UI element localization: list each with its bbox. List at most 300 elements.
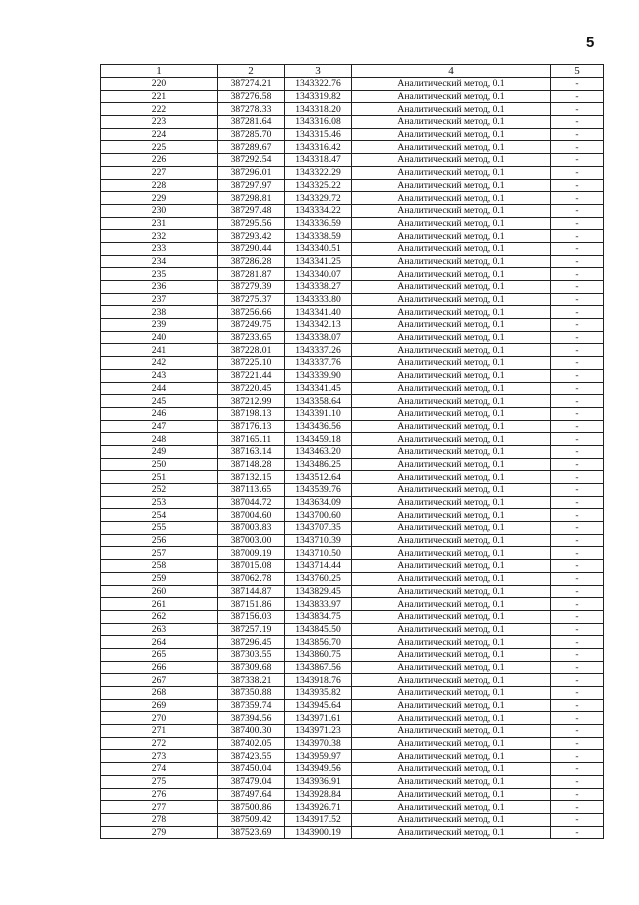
y-coordinate-cell: 1343829.45 bbox=[285, 585, 352, 598]
x-coordinate-cell: 387176.13 bbox=[218, 420, 285, 433]
note-cell: - bbox=[551, 255, 604, 268]
note-cell: - bbox=[551, 204, 604, 217]
table-row bbox=[101, 242, 604, 255]
x-coordinate-cell: 387233.65 bbox=[218, 331, 285, 344]
x-coordinate-cell: 387156.03 bbox=[218, 610, 285, 623]
note-cell: - bbox=[551, 128, 604, 141]
method-cell: Аналитический метод, 0.1 bbox=[352, 306, 551, 319]
point-number-cell: 255 bbox=[101, 522, 218, 535]
note-cell: - bbox=[551, 407, 604, 420]
point-number-cell: 246 bbox=[101, 407, 218, 420]
method-cell: Аналитический метод, 0.1 bbox=[352, 648, 551, 661]
method-cell: Аналитический метод, 0.1 bbox=[352, 293, 551, 306]
table-row bbox=[101, 699, 604, 712]
y-coordinate-cell: 1343338.27 bbox=[285, 281, 352, 294]
y-coordinate-cell: 1343539.76 bbox=[285, 484, 352, 497]
point-number-cell: 248 bbox=[101, 433, 218, 446]
y-coordinate-cell: 1343945.64 bbox=[285, 699, 352, 712]
point-number-cell: 276 bbox=[101, 788, 218, 801]
method-cell: Аналитический метод, 0.1 bbox=[352, 90, 551, 103]
note-cell: - bbox=[551, 103, 604, 116]
y-coordinate-cell: 1343935.82 bbox=[285, 687, 352, 700]
note-cell: - bbox=[551, 357, 604, 370]
header-cell-2: 2 bbox=[218, 65, 285, 78]
method-cell: Аналитический метод, 0.1 bbox=[352, 204, 551, 217]
note-cell: - bbox=[551, 623, 604, 636]
x-coordinate-cell: 387450.04 bbox=[218, 763, 285, 776]
note-cell: - bbox=[551, 458, 604, 471]
x-coordinate-cell: 387163.14 bbox=[218, 445, 285, 458]
y-coordinate-cell: 1343867.56 bbox=[285, 661, 352, 674]
y-coordinate-cell: 1343339.90 bbox=[285, 369, 352, 382]
point-number-cell: 241 bbox=[101, 344, 218, 357]
method-cell: Аналитический метод, 0.1 bbox=[352, 610, 551, 623]
note-cell: - bbox=[551, 116, 604, 129]
point-number-cell: 271 bbox=[101, 725, 218, 738]
x-coordinate-cell: 387279.39 bbox=[218, 281, 285, 294]
note-cell: - bbox=[551, 801, 604, 814]
point-number-cell: 254 bbox=[101, 509, 218, 522]
method-cell: Аналитический метод, 0.1 bbox=[352, 750, 551, 763]
x-coordinate-cell: 387295.56 bbox=[218, 217, 285, 230]
table-row bbox=[101, 725, 604, 738]
note-cell: - bbox=[551, 281, 604, 294]
method-cell: Аналитический метод, 0.1 bbox=[352, 801, 551, 814]
point-number-cell: 227 bbox=[101, 166, 218, 179]
note-cell: - bbox=[551, 610, 604, 623]
point-number-cell: 274 bbox=[101, 763, 218, 776]
table-row bbox=[101, 78, 604, 91]
method-cell: Аналитический метод, 0.1 bbox=[352, 813, 551, 826]
y-coordinate-cell: 1343318.20 bbox=[285, 103, 352, 116]
point-number-cell: 220 bbox=[101, 78, 218, 91]
y-coordinate-cell: 1343760.25 bbox=[285, 572, 352, 585]
x-coordinate-cell: 387212.99 bbox=[218, 395, 285, 408]
note-cell: - bbox=[551, 813, 604, 826]
method-cell: Аналитический метод, 0.1 bbox=[352, 484, 551, 497]
point-number-cell: 273 bbox=[101, 750, 218, 763]
method-cell: Аналитический метод, 0.1 bbox=[352, 357, 551, 370]
method-cell: Аналитический метод, 0.1 bbox=[352, 230, 551, 243]
x-coordinate-cell: 387256.66 bbox=[218, 306, 285, 319]
y-coordinate-cell: 1343971.61 bbox=[285, 712, 352, 725]
note-cell: - bbox=[551, 496, 604, 509]
method-cell: Аналитический метод, 0.1 bbox=[352, 788, 551, 801]
y-coordinate-cell: 1343334.22 bbox=[285, 204, 352, 217]
method-cell: Аналитический метод, 0.1 bbox=[352, 344, 551, 357]
point-number-cell: 250 bbox=[101, 458, 218, 471]
table-row bbox=[101, 319, 604, 332]
x-coordinate-cell: 387338.21 bbox=[218, 674, 285, 687]
y-coordinate-cell: 1343436.56 bbox=[285, 420, 352, 433]
point-number-cell: 224 bbox=[101, 128, 218, 141]
x-coordinate-cell: 387293.42 bbox=[218, 230, 285, 243]
x-coordinate-cell: 387274.21 bbox=[218, 78, 285, 91]
point-number-cell: 270 bbox=[101, 712, 218, 725]
y-coordinate-cell: 1343340.07 bbox=[285, 268, 352, 281]
x-coordinate-cell: 387285.70 bbox=[218, 128, 285, 141]
point-number-cell: 258 bbox=[101, 560, 218, 573]
x-coordinate-cell: 387198.13 bbox=[218, 407, 285, 420]
point-number-cell: 235 bbox=[101, 268, 218, 281]
method-cell: Аналитический метод, 0.1 bbox=[352, 128, 551, 141]
x-coordinate-cell: 387151.86 bbox=[218, 598, 285, 611]
table-row bbox=[101, 407, 604, 420]
method-cell: Аналитический метод, 0.1 bbox=[352, 420, 551, 433]
note-cell: - bbox=[551, 674, 604, 687]
x-coordinate-cell: 387292.54 bbox=[218, 154, 285, 167]
point-number-cell: 228 bbox=[101, 179, 218, 192]
method-cell: Аналитический метод, 0.1 bbox=[352, 826, 551, 839]
note-cell: - bbox=[551, 788, 604, 801]
y-coordinate-cell: 1343918.76 bbox=[285, 674, 352, 687]
point-number-cell: 251 bbox=[101, 471, 218, 484]
method-cell: Аналитический метод, 0.1 bbox=[352, 458, 551, 471]
y-coordinate-cell: 1343318.47 bbox=[285, 154, 352, 167]
x-coordinate-cell: 387309.68 bbox=[218, 661, 285, 674]
y-coordinate-cell: 1343917.52 bbox=[285, 813, 352, 826]
method-cell: Аналитический метод, 0.1 bbox=[352, 687, 551, 700]
header-cell-4: 4 bbox=[352, 65, 551, 78]
table-row bbox=[101, 610, 604, 623]
y-coordinate-cell: 1343459.18 bbox=[285, 433, 352, 446]
table-row bbox=[101, 813, 604, 826]
table-body bbox=[101, 78, 604, 839]
x-coordinate-cell: 387296.01 bbox=[218, 166, 285, 179]
x-coordinate-cell: 387359.74 bbox=[218, 699, 285, 712]
note-cell: - bbox=[551, 230, 604, 243]
method-cell: Аналитический метод, 0.1 bbox=[352, 585, 551, 598]
x-coordinate-cell: 387423.55 bbox=[218, 750, 285, 763]
x-coordinate-cell: 387289.67 bbox=[218, 141, 285, 154]
table-row bbox=[101, 255, 604, 268]
table-row bbox=[101, 598, 604, 611]
table-row bbox=[101, 471, 604, 484]
method-cell: Аналитический метод, 0.1 bbox=[352, 572, 551, 585]
method-cell: Аналитический метод, 0.1 bbox=[352, 192, 551, 205]
table-row bbox=[101, 737, 604, 750]
x-coordinate-cell: 387276.58 bbox=[218, 90, 285, 103]
y-coordinate-cell: 1343634.09 bbox=[285, 496, 352, 509]
note-cell: - bbox=[551, 484, 604, 497]
x-coordinate-cell: 387400.30 bbox=[218, 725, 285, 738]
y-coordinate-cell: 1343337.76 bbox=[285, 357, 352, 370]
y-coordinate-cell: 1343710.50 bbox=[285, 547, 352, 560]
point-number-cell: 275 bbox=[101, 775, 218, 788]
note-cell: - bbox=[551, 445, 604, 458]
table-row bbox=[101, 763, 604, 776]
point-number-cell: 225 bbox=[101, 141, 218, 154]
y-coordinate-cell: 1343936.91 bbox=[285, 775, 352, 788]
point-number-cell: 261 bbox=[101, 598, 218, 611]
point-number-cell: 277 bbox=[101, 801, 218, 814]
note-cell: - bbox=[551, 547, 604, 560]
point-number-cell: 249 bbox=[101, 445, 218, 458]
x-coordinate-cell: 387303.55 bbox=[218, 648, 285, 661]
table-row bbox=[101, 230, 604, 243]
point-number-cell: 253 bbox=[101, 496, 218, 509]
point-number-cell: 256 bbox=[101, 534, 218, 547]
point-number-cell: 269 bbox=[101, 699, 218, 712]
y-coordinate-cell: 1343856.70 bbox=[285, 636, 352, 649]
y-coordinate-cell: 1343325.22 bbox=[285, 179, 352, 192]
table-row bbox=[101, 420, 604, 433]
table-row bbox=[101, 661, 604, 674]
point-number-cell: 230 bbox=[101, 204, 218, 217]
table-row bbox=[101, 281, 604, 294]
note-cell: - bbox=[551, 661, 604, 674]
table-row bbox=[101, 674, 604, 687]
note-cell: - bbox=[551, 687, 604, 700]
point-number-cell: 226 bbox=[101, 154, 218, 167]
x-coordinate-cell: 387298.81 bbox=[218, 192, 285, 205]
y-coordinate-cell: 1343341.25 bbox=[285, 255, 352, 268]
table-row bbox=[101, 458, 604, 471]
y-coordinate-cell: 1343710.39 bbox=[285, 534, 352, 547]
y-coordinate-cell: 1343971.23 bbox=[285, 725, 352, 738]
point-number-cell: 240 bbox=[101, 331, 218, 344]
method-cell: Аналитический метод, 0.1 bbox=[352, 496, 551, 509]
table-row bbox=[101, 344, 604, 357]
note-cell: - bbox=[551, 509, 604, 522]
note-cell: - bbox=[551, 636, 604, 649]
y-coordinate-cell: 1343341.45 bbox=[285, 382, 352, 395]
y-coordinate-cell: 1343391.10 bbox=[285, 407, 352, 420]
table-row bbox=[101, 331, 604, 344]
x-coordinate-cell: 387165.11 bbox=[218, 433, 285, 446]
x-coordinate-cell: 387500.86 bbox=[218, 801, 285, 814]
point-number-cell: 239 bbox=[101, 319, 218, 332]
point-number-cell: 238 bbox=[101, 306, 218, 319]
x-coordinate-cell: 387497.64 bbox=[218, 788, 285, 801]
point-number-cell: 236 bbox=[101, 281, 218, 294]
y-coordinate-cell: 1343928.84 bbox=[285, 788, 352, 801]
note-cell: - bbox=[551, 775, 604, 788]
table-row bbox=[101, 116, 604, 129]
y-coordinate-cell: 1343834.75 bbox=[285, 610, 352, 623]
note-cell: - bbox=[551, 179, 604, 192]
note-cell: - bbox=[551, 192, 604, 205]
point-number-cell: 231 bbox=[101, 217, 218, 230]
method-cell: Аналитический метод, 0.1 bbox=[352, 382, 551, 395]
method-cell: Аналитический метод, 0.1 bbox=[352, 103, 551, 116]
y-coordinate-cell: 1343337.26 bbox=[285, 344, 352, 357]
x-coordinate-cell: 387281.87 bbox=[218, 268, 285, 281]
method-cell: Аналитический метод, 0.1 bbox=[352, 674, 551, 687]
header-cell-1: 1 bbox=[101, 65, 218, 78]
y-coordinate-cell: 1343970.38 bbox=[285, 737, 352, 750]
x-coordinate-cell: 387113.65 bbox=[218, 484, 285, 497]
y-coordinate-cell: 1343316.08 bbox=[285, 116, 352, 129]
table-row bbox=[101, 204, 604, 217]
method-cell: Аналитический метод, 0.1 bbox=[352, 319, 551, 332]
note-cell: - bbox=[551, 522, 604, 535]
y-coordinate-cell: 1343333.80 bbox=[285, 293, 352, 306]
y-coordinate-cell: 1343959.97 bbox=[285, 750, 352, 763]
method-cell: Аналитический метод, 0.1 bbox=[352, 369, 551, 382]
method-cell: Аналитический метод, 0.1 bbox=[352, 737, 551, 750]
point-number-cell: 237 bbox=[101, 293, 218, 306]
point-number-cell: 222 bbox=[101, 103, 218, 116]
y-coordinate-cell: 1343319.82 bbox=[285, 90, 352, 103]
point-number-cell: 244 bbox=[101, 382, 218, 395]
point-number-cell: 267 bbox=[101, 674, 218, 687]
note-cell: - bbox=[551, 344, 604, 357]
table-row bbox=[101, 268, 604, 281]
method-cell: Аналитический метод, 0.1 bbox=[352, 623, 551, 636]
table-row bbox=[101, 217, 604, 230]
note-cell: - bbox=[551, 598, 604, 611]
x-coordinate-cell: 387044.72 bbox=[218, 496, 285, 509]
note-cell: - bbox=[551, 699, 604, 712]
table-row bbox=[101, 141, 604, 154]
note-cell: - bbox=[551, 369, 604, 382]
table-row bbox=[101, 179, 604, 192]
point-number-cell: 242 bbox=[101, 357, 218, 370]
table-row bbox=[101, 522, 604, 535]
point-number-cell: 260 bbox=[101, 585, 218, 598]
note-cell: - bbox=[551, 166, 604, 179]
y-coordinate-cell: 1343336.59 bbox=[285, 217, 352, 230]
table-row bbox=[101, 509, 604, 522]
note-cell: - bbox=[551, 395, 604, 408]
y-coordinate-cell: 1343900.19 bbox=[285, 826, 352, 839]
point-number-cell: 252 bbox=[101, 484, 218, 497]
note-cell: - bbox=[551, 420, 604, 433]
table-row bbox=[101, 154, 604, 167]
y-coordinate-cell: 1343322.76 bbox=[285, 78, 352, 91]
x-coordinate-cell: 387257.19 bbox=[218, 623, 285, 636]
y-coordinate-cell: 1343340.51 bbox=[285, 242, 352, 255]
header-cell-5: 5 bbox=[551, 65, 604, 78]
x-coordinate-cell: 387148.28 bbox=[218, 458, 285, 471]
point-number-cell: 259 bbox=[101, 572, 218, 585]
table-row bbox=[101, 90, 604, 103]
method-cell: Аналитический метод, 0.1 bbox=[352, 522, 551, 535]
method-cell: Аналитический метод, 0.1 bbox=[352, 116, 551, 129]
point-number-cell: 272 bbox=[101, 737, 218, 750]
note-cell: - bbox=[551, 268, 604, 281]
y-coordinate-cell: 1343463.20 bbox=[285, 445, 352, 458]
y-coordinate-cell: 1343845.50 bbox=[285, 623, 352, 636]
method-cell: Аналитический метод, 0.1 bbox=[352, 141, 551, 154]
point-number-cell: 233 bbox=[101, 242, 218, 255]
note-cell: - bbox=[551, 712, 604, 725]
x-coordinate-cell: 387144.87 bbox=[218, 585, 285, 598]
table-row bbox=[101, 775, 604, 788]
note-cell: - bbox=[551, 154, 604, 167]
coordinates-table bbox=[100, 64, 604, 839]
table-row bbox=[101, 293, 604, 306]
method-cell: Аналитический метод, 0.1 bbox=[352, 712, 551, 725]
x-coordinate-cell: 387278.33 bbox=[218, 103, 285, 116]
table-row bbox=[101, 534, 604, 547]
y-coordinate-cell: 1343342.13 bbox=[285, 319, 352, 332]
point-number-cell: 247 bbox=[101, 420, 218, 433]
point-number-cell: 229 bbox=[101, 192, 218, 205]
x-coordinate-cell: 387523.69 bbox=[218, 826, 285, 839]
point-number-cell: 221 bbox=[101, 90, 218, 103]
x-coordinate-cell: 387286.28 bbox=[218, 255, 285, 268]
y-coordinate-cell: 1343315.46 bbox=[285, 128, 352, 141]
table-row bbox=[101, 103, 604, 116]
point-number-cell: 257 bbox=[101, 547, 218, 560]
method-cell: Аналитический метод, 0.1 bbox=[352, 509, 551, 522]
table-header bbox=[101, 65, 604, 78]
table-row bbox=[101, 433, 604, 446]
point-number-cell: 232 bbox=[101, 230, 218, 243]
x-coordinate-cell: 387281.64 bbox=[218, 116, 285, 129]
point-number-cell: 278 bbox=[101, 813, 218, 826]
x-coordinate-cell: 387062.78 bbox=[218, 572, 285, 585]
note-cell: - bbox=[551, 763, 604, 776]
table-row bbox=[101, 382, 604, 395]
method-cell: Аналитический метод, 0.1 bbox=[352, 395, 551, 408]
table-row bbox=[101, 445, 604, 458]
point-number-cell: 264 bbox=[101, 636, 218, 649]
x-coordinate-cell: 387249.75 bbox=[218, 319, 285, 332]
y-coordinate-cell: 1343316.42 bbox=[285, 141, 352, 154]
y-coordinate-cell: 1343714.44 bbox=[285, 560, 352, 573]
point-number-cell: 279 bbox=[101, 826, 218, 839]
method-cell: Аналитический метод, 0.1 bbox=[352, 217, 551, 230]
table-row bbox=[101, 496, 604, 509]
table-row bbox=[101, 192, 604, 205]
x-coordinate-cell: 387350.88 bbox=[218, 687, 285, 700]
x-coordinate-cell: 387228.01 bbox=[218, 344, 285, 357]
note-cell: - bbox=[551, 534, 604, 547]
table-row bbox=[101, 826, 604, 839]
table-row bbox=[101, 712, 604, 725]
table-row bbox=[101, 585, 604, 598]
method-cell: Аналитический метод, 0.1 bbox=[352, 242, 551, 255]
table-row bbox=[101, 801, 604, 814]
note-cell: - bbox=[551, 572, 604, 585]
method-cell: Аналитический метод, 0.1 bbox=[352, 661, 551, 674]
method-cell: Аналитический метод, 0.1 bbox=[352, 154, 551, 167]
point-number-cell: 268 bbox=[101, 687, 218, 700]
y-coordinate-cell: 1343486.25 bbox=[285, 458, 352, 471]
note-cell: - bbox=[551, 725, 604, 738]
note-cell: - bbox=[551, 319, 604, 332]
x-coordinate-cell: 387275.37 bbox=[218, 293, 285, 306]
note-cell: - bbox=[551, 217, 604, 230]
table-row bbox=[101, 357, 604, 370]
note-cell: - bbox=[551, 331, 604, 344]
note-cell: - bbox=[551, 78, 604, 91]
table-row bbox=[101, 166, 604, 179]
method-cell: Аналитический метод, 0.1 bbox=[352, 179, 551, 192]
x-coordinate-cell: 387290.44 bbox=[218, 242, 285, 255]
point-number-cell: 266 bbox=[101, 661, 218, 674]
table-row bbox=[101, 687, 604, 700]
y-coordinate-cell: 1343707.35 bbox=[285, 522, 352, 535]
table-row bbox=[101, 636, 604, 649]
method-cell: Аналитический метод, 0.1 bbox=[352, 598, 551, 611]
table-row bbox=[101, 306, 604, 319]
x-coordinate-cell: 387509.42 bbox=[218, 813, 285, 826]
method-cell: Аналитический метод, 0.1 bbox=[352, 331, 551, 344]
point-number-cell: 262 bbox=[101, 610, 218, 623]
method-cell: Аналитический метод, 0.1 bbox=[352, 166, 551, 179]
x-coordinate-cell: 387220.45 bbox=[218, 382, 285, 395]
table-row bbox=[101, 572, 604, 585]
table-row bbox=[101, 395, 604, 408]
method-cell: Аналитический метод, 0.1 bbox=[352, 636, 551, 649]
note-cell: - bbox=[551, 471, 604, 484]
note-cell: - bbox=[551, 750, 604, 763]
note-cell: - bbox=[551, 242, 604, 255]
